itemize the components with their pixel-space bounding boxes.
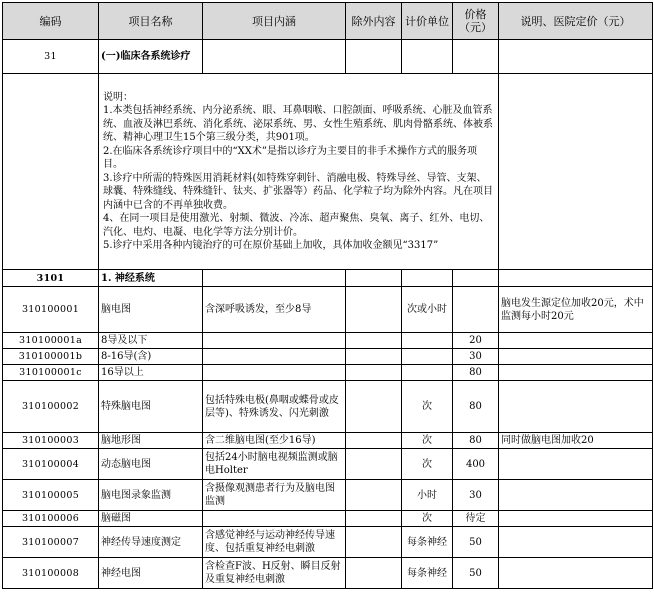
item-unit: 次: [402, 433, 453, 449]
item-code: 310100008: [3, 558, 99, 589]
item-name: 脑磁图: [99, 511, 203, 527]
item-name: 神经电图: [99, 558, 203, 589]
item-content: [203, 349, 346, 365]
table-row: [3, 333, 653, 349]
table-row: [3, 527, 653, 558]
item-code: 310100007: [3, 527, 99, 558]
item-price: 30: [453, 349, 499, 365]
item-content: 含摄像观测患者行为及脑电图监测: [203, 480, 346, 511]
item-unit: 次: [402, 381, 453, 433]
section-row: [3, 40, 653, 74]
item-content: 包括24小时脑电视频监测或脑电Holter: [203, 449, 346, 480]
item-price: 待定: [453, 511, 499, 527]
note-title: 说明：: [103, 91, 133, 103]
item-price: 400: [453, 449, 499, 480]
item-content: 含感觉神经与运动神经传导速度、包括重复神经电刺激: [203, 527, 346, 558]
item-content: 含深呼吸诱发，至少8导: [203, 287, 346, 333]
note-item: 1.本类包括神经系统、内分泌系统、眼、耳鼻咽喉、口腔颌面、呼吸系统、心脏及血管系统、血液及淋巴系统、消化系统、泌尿系统、男、女性生殖系统、肌肉骨骼系统、体被系统、精神心理卫生15个第三级分类，共901项。: [103, 105, 493, 143]
note-item: 3.诊疗中所需的特殊医用消耗材料(如特殊穿刺针、消融电极、特殊导丝、导管、支架、球囊、特殊缝线、特殊缝针、钛夹、扩张器等）药品、化学粒子均为除外内容。凡在项目内涵中已含的不再单独收费。: [103, 172, 493, 211]
table-row: [3, 511, 653, 527]
item-price: [453, 287, 499, 333]
item-unit: [402, 333, 453, 349]
price-table: [2, 2, 653, 589]
note-item: 2.在临床各系统诊疗项目中的“XX术”是指以诊疗为主要目的非手术操作方式的服务项目。: [103, 145, 478, 170]
item-name: 16导以上: [99, 365, 203, 381]
item-name: 神经传导速度测定: [99, 527, 203, 558]
item-name: 动态脑电图: [99, 449, 203, 480]
header-unit: 计价单位: [402, 3, 453, 40]
item-code: 310100006: [3, 511, 99, 527]
item-remarks: [499, 511, 653, 527]
table-row: [3, 480, 653, 511]
header-remarks: 说明、医院定价（元）: [499, 3, 653, 40]
item-code: 310100001c: [3, 365, 99, 381]
item-name: 脑地形图: [99, 433, 203, 449]
note-item: 4、在同一项目是使用激光、射频、微波、冷冻、超声聚焦、臭氧、离子、红外、电切、汽化、电灼、电凝、电化学等方法分别计价。: [103, 213, 490, 238]
item-price: 30: [453, 480, 499, 511]
item-remarks: 脑电发生源定位加收20元，术中监测每小时20元: [499, 287, 653, 333]
header-row: [3, 3, 653, 40]
table-row: [3, 287, 653, 333]
item-code: 310100005: [3, 480, 99, 511]
header-name: 项目名称: [99, 3, 203, 40]
item-content: [203, 511, 346, 527]
header-content: 项目内涵: [203, 3, 346, 40]
item-exclusions: [346, 527, 402, 558]
note-item: 5.诊疗中采用各种内镜治疗的可在原价基础上加收，具体加收金额见“3317”: [103, 240, 439, 251]
item-unit: [402, 349, 453, 365]
item-code: 310100001b: [3, 349, 99, 365]
table-row: [3, 433, 653, 449]
item-price: 50: [453, 527, 499, 558]
table-row: [3, 365, 653, 381]
item-unit: 每条神经: [402, 558, 453, 589]
item-name: 脑电图: [99, 287, 203, 333]
item-name: 脑电图录象监测: [99, 480, 203, 511]
subsection-row: [3, 270, 653, 287]
item-name: 8-16导(含): [99, 349, 203, 365]
item-exclusions: [346, 449, 402, 480]
item-exclusions: [346, 511, 402, 527]
item-price: 20: [453, 333, 499, 349]
section-name: (一)临床各系统诊疗: [99, 40, 203, 74]
item-exclusions: [346, 433, 402, 449]
item-exclusions: [346, 558, 402, 589]
subsection-code: 3101: [3, 270, 99, 287]
item-content: [203, 365, 346, 381]
item-exclusions: [346, 381, 402, 433]
table-row: [3, 349, 653, 365]
item-price: 80: [453, 433, 499, 449]
item-remarks: [499, 333, 653, 349]
item-remarks: [499, 349, 653, 365]
item-content: 含检查F波、H反射、瞬目反射及重复神经电刺激: [203, 558, 346, 589]
item-exclusions: [346, 365, 402, 381]
item-remarks: [499, 365, 653, 381]
item-exclusions: [346, 333, 402, 349]
item-remarks: [499, 527, 653, 558]
subsection-name: 1. 神经系统: [99, 270, 203, 287]
item-exclusions: [346, 349, 402, 365]
item-price: 80: [453, 381, 499, 433]
item-unit: 次或小时: [402, 287, 453, 333]
item-unit: 小时: [402, 480, 453, 511]
item-code: 310100001: [3, 287, 99, 333]
item-code: 310100002: [3, 381, 99, 433]
item-unit: 次: [402, 449, 453, 480]
item-content: 包括特殊电极(鼻咽或蝶骨或皮层等)、特殊诱发、闪光刺激: [203, 381, 346, 433]
table-row: [3, 558, 653, 589]
item-exclusions: [346, 480, 402, 511]
notes-block: [99, 74, 499, 270]
item-name: 特殊脑电图: [99, 381, 203, 433]
header-price: 价格（元）: [453, 3, 499, 40]
item-exclusions: [346, 287, 402, 333]
item-content: 含二维脑电图(至少16导): [203, 433, 346, 449]
item-code: 310100001a: [3, 333, 99, 349]
item-code: 310100003: [3, 433, 99, 449]
item-unit: [402, 365, 453, 381]
item-content: [203, 333, 346, 349]
section-code: 31: [3, 40, 99, 74]
item-unit: 每条神经: [402, 527, 453, 558]
header-exclusions: 除外内容: [346, 3, 402, 40]
table-row: [3, 449, 653, 480]
item-remarks: [499, 480, 653, 511]
item-price: 80: [453, 365, 499, 381]
item-name: 8导及以下: [99, 333, 203, 349]
table-row: [3, 381, 653, 433]
item-code: 310100004: [3, 449, 99, 480]
item-remarks: [499, 381, 653, 433]
item-remarks: [499, 449, 653, 480]
header-code: 编码: [3, 3, 99, 40]
item-unit: 次: [402, 511, 453, 527]
item-remarks: 同时做脑电图加收20: [499, 433, 653, 449]
item-remarks: [499, 558, 653, 589]
notes-row: [3, 74, 653, 270]
item-price: 50: [453, 558, 499, 589]
